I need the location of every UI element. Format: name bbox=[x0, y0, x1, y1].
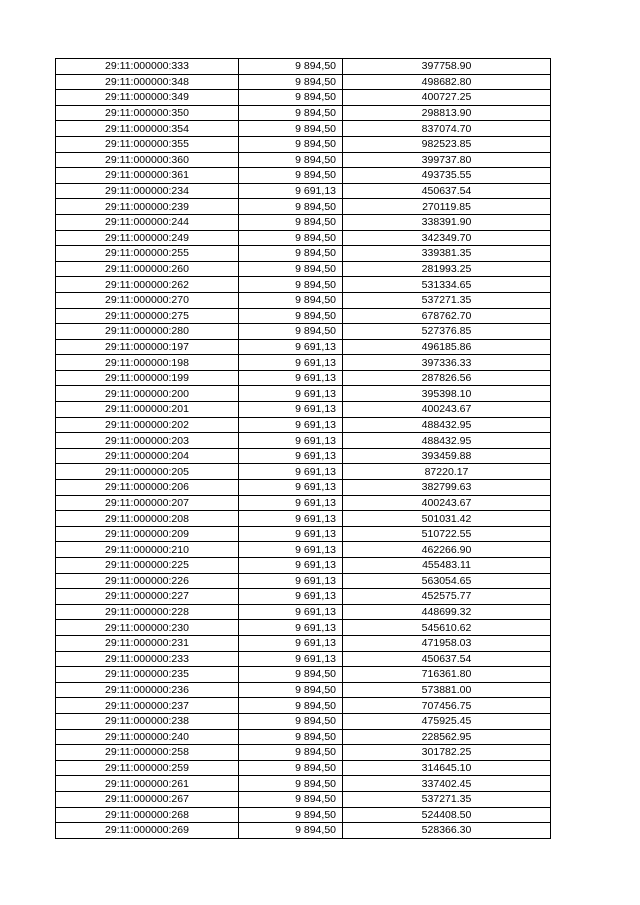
area-cell: 9 691,13 bbox=[239, 480, 343, 496]
table-row bbox=[56, 604, 551, 620]
area-cell: 9 894,50 bbox=[239, 90, 343, 106]
area-cell: 9 894,50 bbox=[239, 230, 343, 246]
cadastral-number-cell: 29:11:000000:225 bbox=[56, 558, 239, 574]
value-cell: 573881.00 bbox=[343, 682, 551, 698]
value-cell: 228562.95 bbox=[343, 729, 551, 745]
value-cell: 399737.80 bbox=[343, 152, 551, 168]
value-cell: 337402.45 bbox=[343, 776, 551, 792]
cadastral-number-cell: 29:11:000000:197 bbox=[56, 339, 239, 355]
value-cell: 397336.33 bbox=[343, 355, 551, 371]
value-cell: 475925.45 bbox=[343, 713, 551, 729]
cadastral-number-cell: 29:11:000000:255 bbox=[56, 246, 239, 262]
area-cell: 9 691,13 bbox=[239, 464, 343, 480]
table-row bbox=[56, 355, 551, 371]
value-cell: 301782.25 bbox=[343, 745, 551, 761]
area-cell: 9 691,13 bbox=[239, 448, 343, 464]
cadastral-number-cell: 29:11:000000:262 bbox=[56, 277, 239, 293]
table-row bbox=[56, 90, 551, 106]
cadastral-number-cell: 29:11:000000:240 bbox=[56, 729, 239, 745]
table-row bbox=[56, 402, 551, 418]
cadastral-number-cell: 29:11:000000:210 bbox=[56, 542, 239, 558]
table-row bbox=[56, 511, 551, 527]
table-row bbox=[56, 292, 551, 308]
table-row bbox=[56, 324, 551, 340]
value-cell: 563054.65 bbox=[343, 573, 551, 589]
area-cell: 9 894,50 bbox=[239, 74, 343, 90]
area-cell: 9 691,13 bbox=[239, 339, 343, 355]
table-row bbox=[56, 261, 551, 277]
area-cell: 9 691,13 bbox=[239, 183, 343, 199]
cadastral-number-cell: 29:11:000000:205 bbox=[56, 464, 239, 480]
value-cell: 400727.25 bbox=[343, 90, 551, 106]
value-cell: 462266.90 bbox=[343, 542, 551, 558]
area-cell: 9 894,50 bbox=[239, 729, 343, 745]
value-cell: 452575.77 bbox=[343, 589, 551, 605]
cadastral-number-cell: 29:11:000000:234 bbox=[56, 183, 239, 199]
cadastral-number-cell: 29:11:000000:201 bbox=[56, 402, 239, 418]
table-row bbox=[56, 558, 551, 574]
cadastral-number-cell: 29:11:000000:348 bbox=[56, 74, 239, 90]
cadastral-number-cell: 29:11:000000:228 bbox=[56, 604, 239, 620]
value-cell: 496185.86 bbox=[343, 339, 551, 355]
area-cell: 9 894,50 bbox=[239, 745, 343, 761]
cadastral-number-cell: 29:11:000000:226 bbox=[56, 573, 239, 589]
area-cell: 9 691,13 bbox=[239, 511, 343, 527]
value-cell: 342349.70 bbox=[343, 230, 551, 246]
table-row bbox=[56, 183, 551, 199]
table-row bbox=[56, 729, 551, 745]
area-cell: 9 894,50 bbox=[239, 324, 343, 340]
area-cell: 9 894,50 bbox=[239, 308, 343, 324]
table-row bbox=[56, 277, 551, 293]
table-row bbox=[56, 776, 551, 792]
cadastral-number-cell: 29:11:000000:237 bbox=[56, 698, 239, 714]
cadastral-number-cell: 29:11:000000:260 bbox=[56, 261, 239, 277]
area-cell: 9 894,50 bbox=[239, 214, 343, 230]
value-cell: 545610.62 bbox=[343, 620, 551, 636]
area-cell: 9 691,13 bbox=[239, 433, 343, 449]
value-cell: 281993.25 bbox=[343, 261, 551, 277]
table-row bbox=[56, 105, 551, 121]
value-cell: 527376.85 bbox=[343, 324, 551, 340]
area-cell: 9 894,50 bbox=[239, 277, 343, 293]
cadastral-number-cell: 29:11:000000:267 bbox=[56, 791, 239, 807]
area-cell: 9 691,13 bbox=[239, 620, 343, 636]
table-row bbox=[56, 59, 551, 75]
cadastral-number-cell: 29:11:000000:259 bbox=[56, 760, 239, 776]
value-cell: 338391.90 bbox=[343, 214, 551, 230]
cadastral-number-cell: 29:11:000000:199 bbox=[56, 370, 239, 386]
value-cell: 493735.55 bbox=[343, 168, 551, 184]
table-row bbox=[56, 370, 551, 386]
area-cell: 9 894,50 bbox=[239, 105, 343, 121]
value-cell: 400243.67 bbox=[343, 402, 551, 418]
value-cell: 87220.17 bbox=[343, 464, 551, 480]
cadastral-number-cell: 29:11:000000:261 bbox=[56, 776, 239, 792]
area-cell: 9 691,13 bbox=[239, 526, 343, 542]
area-cell: 9 894,50 bbox=[239, 682, 343, 698]
cadastral-number-cell: 29:11:000000:207 bbox=[56, 495, 239, 511]
cadastral-number-cell: 29:11:000000:238 bbox=[56, 713, 239, 729]
table-row bbox=[56, 448, 551, 464]
cadastral-number-cell: 29:11:000000:268 bbox=[56, 807, 239, 823]
table-row bbox=[56, 74, 551, 90]
area-cell: 9 894,50 bbox=[239, 760, 343, 776]
area-cell: 9 691,13 bbox=[239, 495, 343, 511]
cadastral-number-cell: 29:11:000000:333 bbox=[56, 59, 239, 75]
cadastral-number-cell: 29:11:000000:349 bbox=[56, 90, 239, 106]
cadastral-number-cell: 29:11:000000:200 bbox=[56, 386, 239, 402]
value-cell: 510722.55 bbox=[343, 526, 551, 542]
value-cell: 339381.35 bbox=[343, 246, 551, 262]
table-row bbox=[56, 635, 551, 651]
area-cell: 9 691,13 bbox=[239, 635, 343, 651]
parcel-table bbox=[55, 58, 551, 839]
cadastral-number-cell: 29:11:000000:208 bbox=[56, 511, 239, 527]
area-cell: 9 691,13 bbox=[239, 573, 343, 589]
table-row bbox=[56, 417, 551, 433]
area-cell: 9 691,13 bbox=[239, 542, 343, 558]
area-cell: 9 691,13 bbox=[239, 651, 343, 667]
area-cell: 9 691,13 bbox=[239, 370, 343, 386]
area-cell: 9 894,50 bbox=[239, 246, 343, 262]
cadastral-number-cell: 29:11:000000:360 bbox=[56, 152, 239, 168]
table-row bbox=[56, 760, 551, 776]
cadastral-number-cell: 29:11:000000:270 bbox=[56, 292, 239, 308]
table-row bbox=[56, 433, 551, 449]
table-row bbox=[56, 823, 551, 839]
area-cell: 9 691,13 bbox=[239, 604, 343, 620]
cadastral-number-cell: 29:11:000000:350 bbox=[56, 105, 239, 121]
cadastral-number-cell: 29:11:000000:275 bbox=[56, 308, 239, 324]
value-cell: 298813.90 bbox=[343, 105, 551, 121]
cadastral-number-cell: 29:11:000000:269 bbox=[56, 823, 239, 839]
area-cell: 9 894,50 bbox=[239, 168, 343, 184]
table-row bbox=[56, 480, 551, 496]
value-cell: 270119.85 bbox=[343, 199, 551, 215]
table-row bbox=[56, 713, 551, 729]
table-row bbox=[56, 339, 551, 355]
cadastral-number-cell: 29:11:000000:231 bbox=[56, 635, 239, 651]
value-cell: 678762.70 bbox=[343, 308, 551, 324]
table-row bbox=[56, 308, 551, 324]
table-row bbox=[56, 386, 551, 402]
cadastral-number-cell: 29:11:000000:206 bbox=[56, 480, 239, 496]
value-cell: 982523.85 bbox=[343, 136, 551, 152]
document-page bbox=[55, 58, 550, 839]
cadastral-number-cell: 29:11:000000:249 bbox=[56, 230, 239, 246]
value-cell: 393459.88 bbox=[343, 448, 551, 464]
cadastral-number-cell: 29:11:000000:209 bbox=[56, 526, 239, 542]
value-cell: 531334.65 bbox=[343, 277, 551, 293]
value-cell: 450637.54 bbox=[343, 651, 551, 667]
value-cell: 397758.90 bbox=[343, 59, 551, 75]
area-cell: 9 691,13 bbox=[239, 417, 343, 433]
area-cell: 9 691,13 bbox=[239, 402, 343, 418]
area-cell: 9 691,13 bbox=[239, 355, 343, 371]
value-cell: 395398.10 bbox=[343, 386, 551, 402]
parcel-table-body bbox=[56, 59, 551, 839]
cadastral-number-cell: 29:11:000000:235 bbox=[56, 667, 239, 683]
area-cell: 9 894,50 bbox=[239, 698, 343, 714]
table-row bbox=[56, 745, 551, 761]
value-cell: 488432.95 bbox=[343, 417, 551, 433]
value-cell: 528366.30 bbox=[343, 823, 551, 839]
table-row bbox=[56, 667, 551, 683]
area-cell: 9 894,50 bbox=[239, 152, 343, 168]
value-cell: 524408.50 bbox=[343, 807, 551, 823]
cadastral-number-cell: 29:11:000000:354 bbox=[56, 121, 239, 137]
value-cell: 537271.35 bbox=[343, 292, 551, 308]
table-row bbox=[56, 526, 551, 542]
table-row bbox=[56, 246, 551, 262]
cadastral-number-cell: 29:11:000000:204 bbox=[56, 448, 239, 464]
cadastral-number-cell: 29:11:000000:230 bbox=[56, 620, 239, 636]
table-row bbox=[56, 152, 551, 168]
table-row bbox=[56, 791, 551, 807]
table-row bbox=[56, 807, 551, 823]
value-cell: 314645.10 bbox=[343, 760, 551, 776]
table-row bbox=[56, 464, 551, 480]
cadastral-number-cell: 29:11:000000:355 bbox=[56, 136, 239, 152]
area-cell: 9 894,50 bbox=[239, 199, 343, 215]
value-cell: 400243.67 bbox=[343, 495, 551, 511]
area-cell: 9 691,13 bbox=[239, 589, 343, 605]
cadastral-number-cell: 29:11:000000:361 bbox=[56, 168, 239, 184]
table-row bbox=[56, 495, 551, 511]
area-cell: 9 894,50 bbox=[239, 667, 343, 683]
table-row bbox=[56, 651, 551, 667]
value-cell: 448699.32 bbox=[343, 604, 551, 620]
value-cell: 501031.42 bbox=[343, 511, 551, 527]
area-cell: 9 894,50 bbox=[239, 261, 343, 277]
cadastral-number-cell: 29:11:000000:280 bbox=[56, 324, 239, 340]
value-cell: 498682.80 bbox=[343, 74, 551, 90]
table-row bbox=[56, 168, 551, 184]
cadastral-number-cell: 29:11:000000:227 bbox=[56, 589, 239, 605]
value-cell: 488432.95 bbox=[343, 433, 551, 449]
area-cell: 9 894,50 bbox=[239, 136, 343, 152]
value-cell: 382799.63 bbox=[343, 480, 551, 496]
area-cell: 9 691,13 bbox=[239, 386, 343, 402]
value-cell: 450637.54 bbox=[343, 183, 551, 199]
value-cell: 707456.75 bbox=[343, 698, 551, 714]
table-row bbox=[56, 573, 551, 589]
cadastral-number-cell: 29:11:000000:198 bbox=[56, 355, 239, 371]
area-cell: 9 894,50 bbox=[239, 776, 343, 792]
area-cell: 9 691,13 bbox=[239, 558, 343, 574]
cadastral-number-cell: 29:11:000000:203 bbox=[56, 433, 239, 449]
area-cell: 9 894,50 bbox=[239, 791, 343, 807]
table-row bbox=[56, 230, 551, 246]
cadastral-number-cell: 29:11:000000:233 bbox=[56, 651, 239, 667]
cadastral-number-cell: 29:11:000000:258 bbox=[56, 745, 239, 761]
cadastral-number-cell: 29:11:000000:239 bbox=[56, 199, 239, 215]
area-cell: 9 894,50 bbox=[239, 807, 343, 823]
table-row bbox=[56, 542, 551, 558]
table-row bbox=[56, 620, 551, 636]
table-row bbox=[56, 121, 551, 137]
value-cell: 287826.56 bbox=[343, 370, 551, 386]
area-cell: 9 894,50 bbox=[239, 292, 343, 308]
table-row bbox=[56, 589, 551, 605]
area-cell: 9 894,50 bbox=[239, 713, 343, 729]
table-row bbox=[56, 698, 551, 714]
value-cell: 471958.03 bbox=[343, 635, 551, 651]
area-cell: 9 894,50 bbox=[239, 59, 343, 75]
table-row bbox=[56, 214, 551, 230]
cadastral-number-cell: 29:11:000000:236 bbox=[56, 682, 239, 698]
table-row bbox=[56, 136, 551, 152]
table-row bbox=[56, 199, 551, 215]
area-cell: 9 894,50 bbox=[239, 823, 343, 839]
cadastral-number-cell: 29:11:000000:244 bbox=[56, 214, 239, 230]
area-cell: 9 894,50 bbox=[239, 121, 343, 137]
cadastral-number-cell: 29:11:000000:202 bbox=[56, 417, 239, 433]
value-cell: 716361.80 bbox=[343, 667, 551, 683]
table-row bbox=[56, 682, 551, 698]
value-cell: 537271.35 bbox=[343, 791, 551, 807]
value-cell: 837074.70 bbox=[343, 121, 551, 137]
value-cell: 455483.11 bbox=[343, 558, 551, 574]
